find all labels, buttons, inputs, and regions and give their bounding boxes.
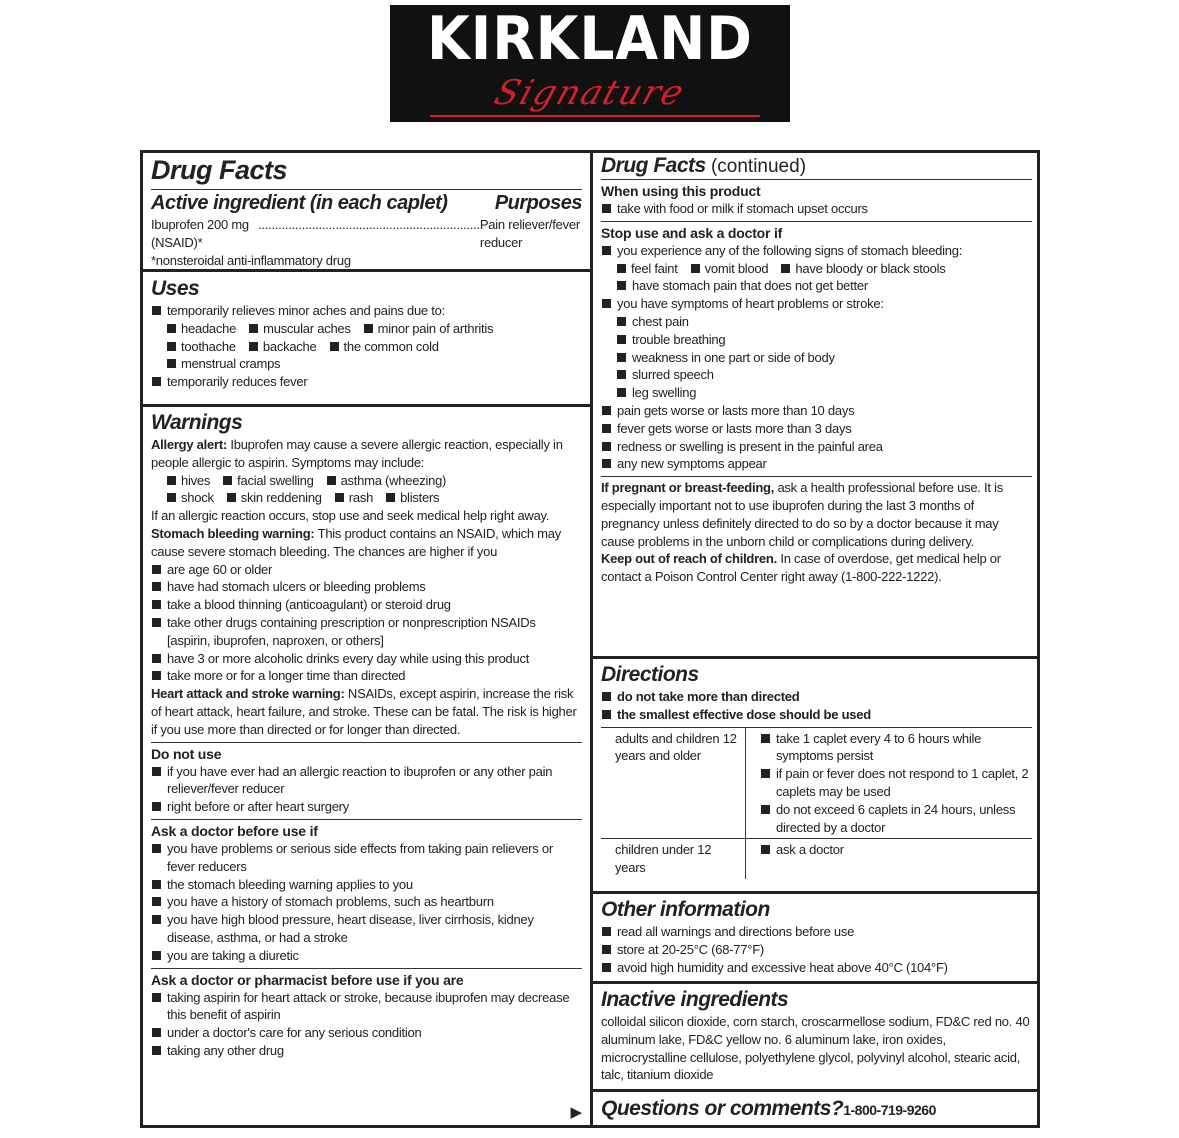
uses-title: Uses xyxy=(151,277,200,300)
body-text: you are taking a diuretic xyxy=(167,947,299,963)
body-text: right before or after heart surgery xyxy=(167,799,350,815)
left-column xyxy=(143,153,590,1125)
subheading: Ask a doctor before use if xyxy=(151,819,582,840)
bullet-item: asthma (wheezing) xyxy=(326,472,447,490)
bullet-item xyxy=(151,614,582,650)
lead-text: Stomach bleeding warning: xyxy=(151,525,315,541)
logo-brand: KIRKLAND xyxy=(427,4,753,74)
bullet-item: have bloody or black stools xyxy=(780,260,945,278)
warnings-section xyxy=(143,404,590,1125)
instruction: take 1 caplet every 4 to 6 hours while symptoms persist xyxy=(760,730,1032,766)
lead-text: If pregnant or breast-feeding, xyxy=(601,480,775,496)
bullet-item xyxy=(151,1024,422,1042)
bullet-item xyxy=(151,798,349,816)
dosage-row xyxy=(601,839,1032,879)
bullet-item xyxy=(601,923,1032,941)
instruction: do not exceed 6 caplets in 24 hours, unless directed by a doctor xyxy=(760,801,1032,837)
warnings-title: Warnings xyxy=(151,411,243,434)
bullet-row xyxy=(166,472,458,490)
paragraph xyxy=(151,685,582,738)
lead-text: Keep out of reach of children. xyxy=(601,551,777,567)
bullet-item xyxy=(151,650,529,668)
lead-text: Heart attack and stroke warning: xyxy=(151,686,345,702)
paragraph xyxy=(601,550,1032,586)
bullet-item xyxy=(601,455,1032,473)
bullet-item xyxy=(151,911,582,947)
warnings-list xyxy=(151,436,582,1060)
subheading: Ask a doctor or pharmacist before use if you are xyxy=(151,968,582,989)
inactive-ingredients-section xyxy=(593,981,1040,1089)
body-text: taking aspirin for heart attack or stroke, because ibuprofen may decrease this benefit of aspirin xyxy=(167,989,570,1023)
body-text: any new symptoms appear xyxy=(617,456,767,472)
drug-facts-panel xyxy=(140,150,1040,1128)
body-text: the stomach bleeding warning applies to you xyxy=(167,876,413,892)
directions-section xyxy=(593,656,1040,891)
bullet-item xyxy=(616,384,1032,402)
bullet-item xyxy=(601,706,1032,724)
bullet-item: the common cold xyxy=(329,338,439,356)
body-text: Ibuprofen may cause a severe allergic reaction, especially in people allergic to aspirin. Symptoms may include: xyxy=(151,437,563,470)
body-text: you have a history of stomach problems, such as heartburn xyxy=(167,894,494,910)
bullet-item xyxy=(151,1042,284,1060)
bullet-item xyxy=(616,331,1032,349)
body-text: take with food or milk if stomach upset occurs xyxy=(617,201,868,216)
body-text: weakness in one part or side of body xyxy=(632,349,835,365)
body-text: If an allergic reaction occurs, stop use and seek medical help right away. xyxy=(151,508,550,524)
logo-swoosh xyxy=(430,115,760,117)
drug-facts-continued-section xyxy=(593,153,1040,656)
bullet-item: feel faint xyxy=(616,260,678,278)
body-text: you experience any of the following signs of stomach bleeding: xyxy=(617,242,963,258)
paragraph xyxy=(151,507,549,525)
directions-title: Directions xyxy=(601,663,699,686)
bullet-item xyxy=(616,366,1032,384)
bullet-item xyxy=(601,941,1032,959)
bullet-item xyxy=(151,763,582,799)
body-text: if you have ever had an allergic reaction to ibuprofen or any other pain reliever/fever reducer xyxy=(167,763,553,797)
body-text: fever gets worse or lasts more than 3 days xyxy=(617,420,852,436)
bullet-item: menstrual cramps xyxy=(166,355,280,373)
instruction: if pain or fever does not respond to 1 caplet, 2 caplets may be used xyxy=(760,765,1032,801)
bullet-item: headache xyxy=(166,320,236,338)
continue-arrow-icon: ▶ xyxy=(570,1104,582,1121)
other-information-title: Other information xyxy=(601,898,770,921)
bullet-item: minor pain of arthritis xyxy=(363,320,494,338)
purpose: Pain reliever/fever reducer xyxy=(479,217,580,250)
active-heading-row xyxy=(151,189,582,216)
bullet-item xyxy=(151,876,413,894)
bullet-item xyxy=(601,200,1032,218)
bullet-item xyxy=(616,277,1032,295)
bullet-item: hives xyxy=(166,472,210,490)
bullet-item xyxy=(601,242,1032,260)
body-text: trouble breathing xyxy=(632,331,726,347)
body-text: ask a health professional before use. It is especially important not to use ibuprofen during the last 3 months of pregnancy unless definitely directed to do so by a doctor because it may cause problems in the unborn child or complications during delivery. xyxy=(601,480,1003,549)
ingredient: Ibuprofen 200 mg (NSAID)* xyxy=(151,217,249,250)
subheading: When using this product xyxy=(601,183,761,199)
bullet-item: vomit blood xyxy=(690,260,769,278)
bullet-item: rash xyxy=(334,489,373,507)
bullet-item xyxy=(151,893,494,911)
body-text: the smallest effective dose should be used xyxy=(617,706,871,722)
kirkland-signature-logo xyxy=(390,5,790,122)
bullet-item: toothache xyxy=(166,338,236,356)
uses-list xyxy=(151,302,582,391)
body-text: chest pain xyxy=(632,313,689,329)
lead-text: Allergy alert: xyxy=(151,437,227,452)
bullet-item: shock xyxy=(166,489,214,507)
body-text: do not take more than directed xyxy=(617,689,800,704)
inactive-ingredients-title: Inactive ingredients xyxy=(601,988,789,1011)
bullet-item xyxy=(616,313,1032,331)
questions-phone[interactable]: 1-800-719-9260 xyxy=(843,1102,936,1118)
bullet-item xyxy=(601,959,1032,977)
body-text: This product contains an NSAID, which may cause severe stomach bleeding. The chances are higher if you xyxy=(151,525,561,559)
purposes-heading: Purposes xyxy=(494,192,582,214)
bullet-item xyxy=(601,438,1032,456)
dosage-instructions xyxy=(746,839,1033,879)
bullet-item xyxy=(601,420,1032,438)
bullet-item xyxy=(151,302,582,320)
age-group: adults and children 12 years and older xyxy=(601,727,746,839)
footnote: *nonsteroidal anti-inflammatory drug xyxy=(151,253,351,268)
bullet-item xyxy=(151,667,405,685)
bullet-item: muscular aches xyxy=(248,320,351,338)
active-ingredient-section xyxy=(143,153,590,269)
bullet-item xyxy=(151,561,272,579)
dosage-table xyxy=(601,727,1032,879)
body-text: taking any other drug xyxy=(167,1042,284,1058)
questions-label: Questions or comments? xyxy=(601,1097,844,1120)
bullet-item: blisters xyxy=(385,489,439,507)
bullet-item xyxy=(151,373,582,391)
bullet-item xyxy=(151,596,451,614)
bullet-item: backache xyxy=(248,338,317,356)
bullet-row xyxy=(616,260,1032,278)
body-text: under a doctor's care for any serious condition xyxy=(167,1025,422,1041)
body-text: leg swelling xyxy=(632,385,697,401)
body-text: store at 20-25°C (68-77°F) xyxy=(617,941,764,957)
instruction: ask a doctor xyxy=(760,841,1032,859)
bullet-row xyxy=(166,355,582,373)
body-text: take other drugs containing prescription or nonprescription NSAIDs [aspirin, ibuprofen, naproxen, or others] xyxy=(167,614,536,648)
body-text: you have high blood pressure, heart disease, liver cirrhosis, kidney disease, asthma, or had a stroke xyxy=(167,912,534,945)
body-text: you have problems or serious side effects from taking pain relievers or fever reducers xyxy=(167,840,553,874)
paragraph xyxy=(601,476,1032,550)
continued-list xyxy=(601,182,1032,586)
body-text: you have symptoms of heart problems or stroke: xyxy=(617,296,884,312)
body-text: have had stomach ulcers or bleeding problems xyxy=(167,579,426,595)
body-text: read all warnings and directions before use xyxy=(617,924,855,939)
body-text: slurred speech xyxy=(632,367,714,383)
other-information-list xyxy=(601,923,1032,976)
body-text: have 3 or more alcoholic drinks every day while using this product xyxy=(167,650,530,666)
right-column xyxy=(590,153,1040,1125)
ingredient-row xyxy=(151,216,582,252)
body-text: take more or for a longer time than directed xyxy=(167,668,406,684)
body-text: pain gets worse or lasts more than 10 days xyxy=(617,402,855,418)
logo-script: Signature xyxy=(489,73,691,113)
leader-dots: .................................................................. xyxy=(258,217,480,232)
bullet-item xyxy=(601,688,1032,706)
bullet-row xyxy=(166,320,582,338)
body-text: are age 60 or older xyxy=(167,561,273,577)
dosage-row xyxy=(601,727,1032,839)
body-text: temporarily reduces fever xyxy=(167,374,308,390)
body-text: redness or swelling is present in the painful area xyxy=(617,438,883,454)
paragraph xyxy=(151,525,582,561)
bullet-item xyxy=(151,578,426,596)
bullet-item xyxy=(601,402,1032,420)
other-information-section xyxy=(593,891,1040,981)
drug-facts-title: Drug Facts xyxy=(151,155,288,185)
bullet-item xyxy=(151,947,299,965)
body-text: In case of overdose, get medical help or contact a Poison Control Center right away (1-800-222-1222). xyxy=(601,551,1001,585)
bullet-item: facial swelling xyxy=(222,472,313,490)
bullet-item xyxy=(151,989,582,1025)
bullet-item xyxy=(616,349,1032,367)
dosage-instructions xyxy=(746,727,1033,839)
body-text: have stomach pain that does not get better xyxy=(632,278,868,294)
drug-facts-continued-title: Drug Facts xyxy=(601,154,706,177)
continued-suffix: (continued) xyxy=(705,156,807,177)
bullet-item xyxy=(151,840,582,876)
questions-section xyxy=(593,1089,1040,1125)
bullet-row xyxy=(166,338,582,356)
body-text: take a blood thinning (anticoagulant) or steroid drug xyxy=(167,597,451,613)
subheading: Do not use xyxy=(151,742,582,763)
uses-section xyxy=(143,269,590,404)
body-text: temporarily relieves minor aches and pains due to: xyxy=(167,303,445,318)
inactive-ingredients-text: colloidal silicon dioxide, corn starch, croscarmellose sodium, FD&C red no. 40 aluminum lake, FD&C yellow no. 6 aluminum lake, iron oxides, microcrystalline cellulose, polyethylene glycol, polyvinyl alcohol, stearic acid, talc, titanium dioxide xyxy=(601,1014,1030,1083)
continued-title-row xyxy=(601,153,1032,180)
subheading: Stop use and ask a doctor if xyxy=(601,221,1032,242)
active-ingredient-heading: Active ingredient (in each caplet) xyxy=(151,192,448,214)
body-text: NSAIDs, except aspirin, increase the risk of heart attack, heart failure, and stroke. These can be fatal. The risk is higher if you use more than directed or for longer than directed. xyxy=(151,686,577,737)
bullet-item xyxy=(601,295,1032,313)
bullet-item: skin reddening xyxy=(226,489,322,507)
age-group: children under 12 years xyxy=(601,839,746,879)
directions-list xyxy=(601,688,1032,724)
bullet-row xyxy=(166,489,451,507)
questions-row xyxy=(601,1092,1032,1127)
paragraph xyxy=(151,436,582,472)
body-text: avoid high humidity and excessive heat above 40°C (104°F) xyxy=(617,959,948,975)
